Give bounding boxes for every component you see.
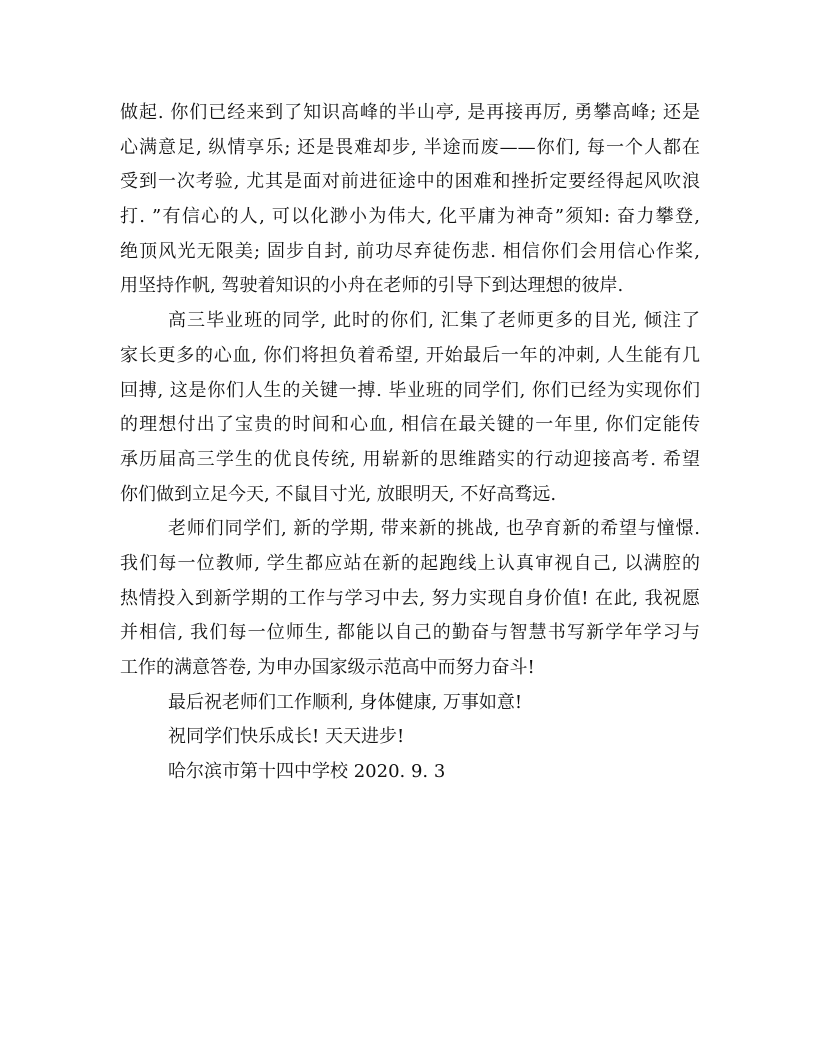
text-line: 工作的满意答卷, 为申办国家级示范高中而努力奋斗!	[120, 657, 535, 678]
text-line: 高三毕业班的同学, 此时的你们, 汇集了老师更多的目光, 倾注了	[168, 310, 700, 332]
document-page	[120, 96, 700, 790]
paragraph-2	[120, 304, 700, 512]
text-line: 你们做到立足今天, 不鼠目寸光, 放眼明天, 不好高骛远.	[120, 483, 557, 505]
text-line: 打. ”有信心的人, 可以化渺小为伟大, 化平庸为神奇”须知: 奋力攀登,	[120, 206, 700, 228]
text-line: 受到一次考验, 尤其是面对前进征途中的困难和挫折定要经得起风吹浪	[120, 171, 700, 193]
text-line: 用坚持作帆, 驾驶着知识的小舟在老师的引导下到达理想的彼岸.	[120, 275, 624, 297]
paragraph-3	[120, 512, 700, 685]
text-line: 绝顶风光无限美; 固步自封, 前功尽弃徒伤悲. 相信你们会用信心作桨,	[120, 240, 700, 262]
text-line: 热情投入到新学期的工作与学习中去, 努力实现自身价值! 在此, 我祝愿	[120, 587, 700, 609]
paragraph-1	[120, 96, 700, 304]
text-line: 心满意足, 纵情享乐; 还是畏难却步, 半途而废——你们, 每一个人都在	[120, 136, 700, 158]
signature-line: 哈尔滨市第十四中学校 2020. 9. 3	[168, 761, 446, 783]
text-line: 老师们同学们, 新的学期, 带来新的挑战, 也孕育新的希望与憧憬.	[168, 518, 700, 540]
text-line: 我们每一位教师, 学生都应站在新的起跑线上认真审视自己, 以满腔的	[120, 552, 700, 574]
text-line: 回搏, 这是你们人生的关键一搏. 毕业班的同学们, 你们已经为实现你们	[120, 379, 700, 401]
closing-wish-teachers: 最后祝老师们工作顺利, 身体健康, 万事如意!	[168, 691, 523, 713]
text-line: 家长更多的心血, 你们将担负着希望, 开始最后一年的冲刺, 人生能有几	[120, 344, 700, 366]
closing-block	[120, 686, 700, 790]
text-line: 的理想付出了宝贵的时间和心血, 相信在最关键的一年里, 你们定能传	[120, 414, 700, 436]
closing-wish-students: 祝同学们快乐成长! 天天进步!	[168, 726, 405, 748]
text-line: 做起. 你们已经来到了知识高峰的半山亭, 是再接再厉, 勇攀高峰; 还是	[120, 102, 700, 123]
text-line: 并相信, 我们每一位师生, 都能以自己的勤奋与智慧书写新学年学习与	[120, 622, 700, 644]
text-line: 承历届高三学生的优良传统, 用崭新的思维踏实的行动迎接高考. 希望	[120, 448, 700, 470]
